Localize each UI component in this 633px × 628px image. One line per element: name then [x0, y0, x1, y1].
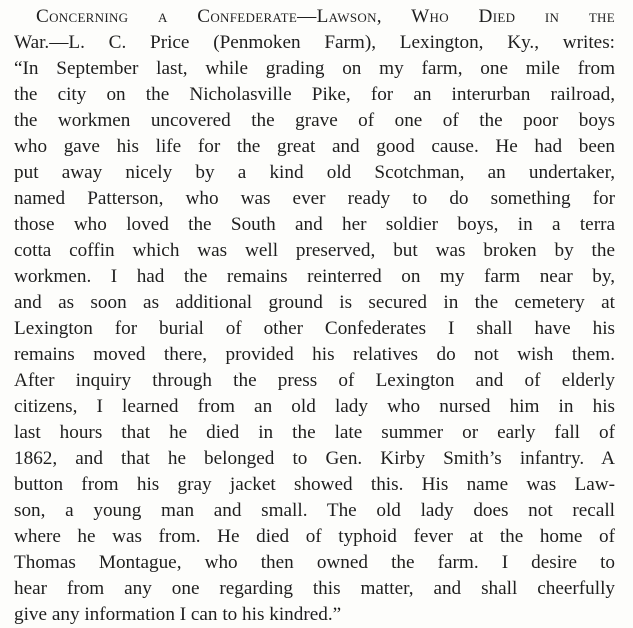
- text-line: Thomas Montague, who then owned the farm. I desire to: [14, 552, 615, 573]
- text-line: cotta coffin which was well preserved, but was broken by the: [14, 240, 615, 261]
- text-line: citizens, I learned from an old lady who nursed him in his: [14, 396, 615, 417]
- text-line: son, a young man and small. The old lady does not recall: [14, 500, 615, 521]
- text-line: the workmen uncovered the grave of one of the poor boys: [14, 110, 615, 131]
- text-line: and as soon as additional ground is secured in the cemetery at: [14, 292, 615, 313]
- text-line: “In September last, while grading on my farm, one mile from: [14, 58, 615, 79]
- text-line: hear from any one regarding this matter, and shall cheerfully: [14, 578, 615, 599]
- text-line: put away nicely by a kind old Scotchman, an undertaker,: [14, 162, 615, 183]
- text-line: remains moved there, provided his relatives do not wish them.: [14, 344, 615, 365]
- article-body: [14, 4, 615, 628]
- text-line: who gave his life for the great and good cause. He had been: [14, 136, 615, 157]
- text-line: those who loved the South and her soldier boys, in a terra: [14, 214, 615, 235]
- text-line: workmen. I had the remains reinterred on my farm near by,: [14, 266, 615, 287]
- text-line: the city on the Nicholasville Pike, for an interurban railroad,: [14, 84, 615, 105]
- text-line: give any information I can to his kindred.”: [14, 604, 342, 625]
- text-line: named Patterson, who was ever ready to do something for: [14, 188, 615, 209]
- text-line: last hours that he died in the late summer or early fall of: [14, 422, 615, 443]
- text-line: 1862, and that he belonged to Gen. Kirby Smith’s infantry. A: [14, 448, 615, 469]
- text-line: button from his gray jacket showed this. His name was Law-: [14, 474, 615, 495]
- text-line: where he was from. He died of typhoid fever at the home of: [14, 526, 615, 547]
- text-line: War.—L. C. Price (Penmoken Farm), Lexington, Ky., writes:: [14, 32, 615, 53]
- text-line: After inquiry through the press of Lexington and of elderly: [14, 370, 615, 391]
- article-heading: Concerning a Confederate—Lawson, Who Died in the: [36, 6, 615, 27]
- text-line: Lexington for burial of other Confederates I shall have his: [14, 318, 615, 339]
